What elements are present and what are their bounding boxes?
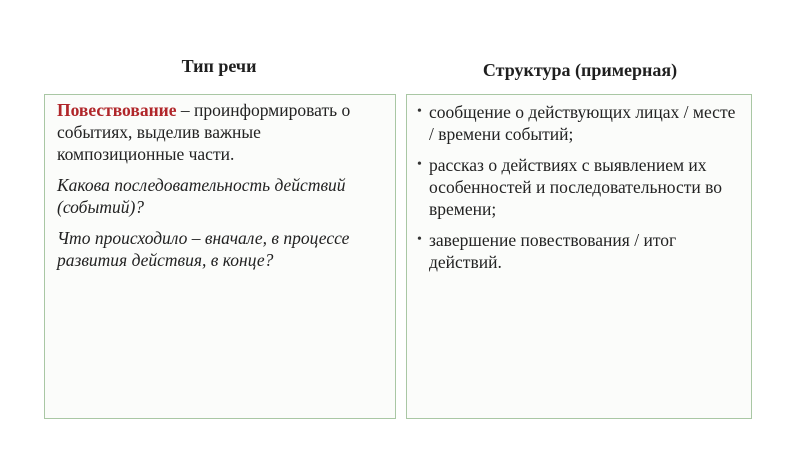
term-narration: Повествование <box>57 100 177 120</box>
question-what-happened: Что происходило – вначале, в процессе развития действия, в конце? <box>57 228 350 270</box>
list-item-text: завершение повествования / итог действий. <box>429 230 677 272</box>
list-item <box>417 101 741 145</box>
list-item <box>417 154 741 220</box>
structure-list <box>417 101 741 273</box>
definition-paragraph <box>57 99 385 165</box>
bullet-icon: • <box>417 232 422 247</box>
list-item-text: сообщение о действующих лицах / месте / времени событий; <box>429 102 736 144</box>
term-definition: – проинформировать о событиях, выделив важные композиционные части. <box>57 100 351 164</box>
list-item <box>417 229 741 273</box>
column-header-speech-type: Тип речи <box>181 56 257 76</box>
column-header-structure: Структура (примерная) <box>482 60 678 80</box>
bullet-icon: • <box>417 157 422 172</box>
bullet-icon: • <box>417 104 422 119</box>
structure-panel <box>406 94 752 419</box>
question-sequence: Какова последовательность действий (событий)? <box>57 175 346 217</box>
speech-type-panel <box>44 94 396 419</box>
list-item-text: рассказ о действиях с выявлением их особенностей и последовательности во времени; <box>429 155 723 219</box>
